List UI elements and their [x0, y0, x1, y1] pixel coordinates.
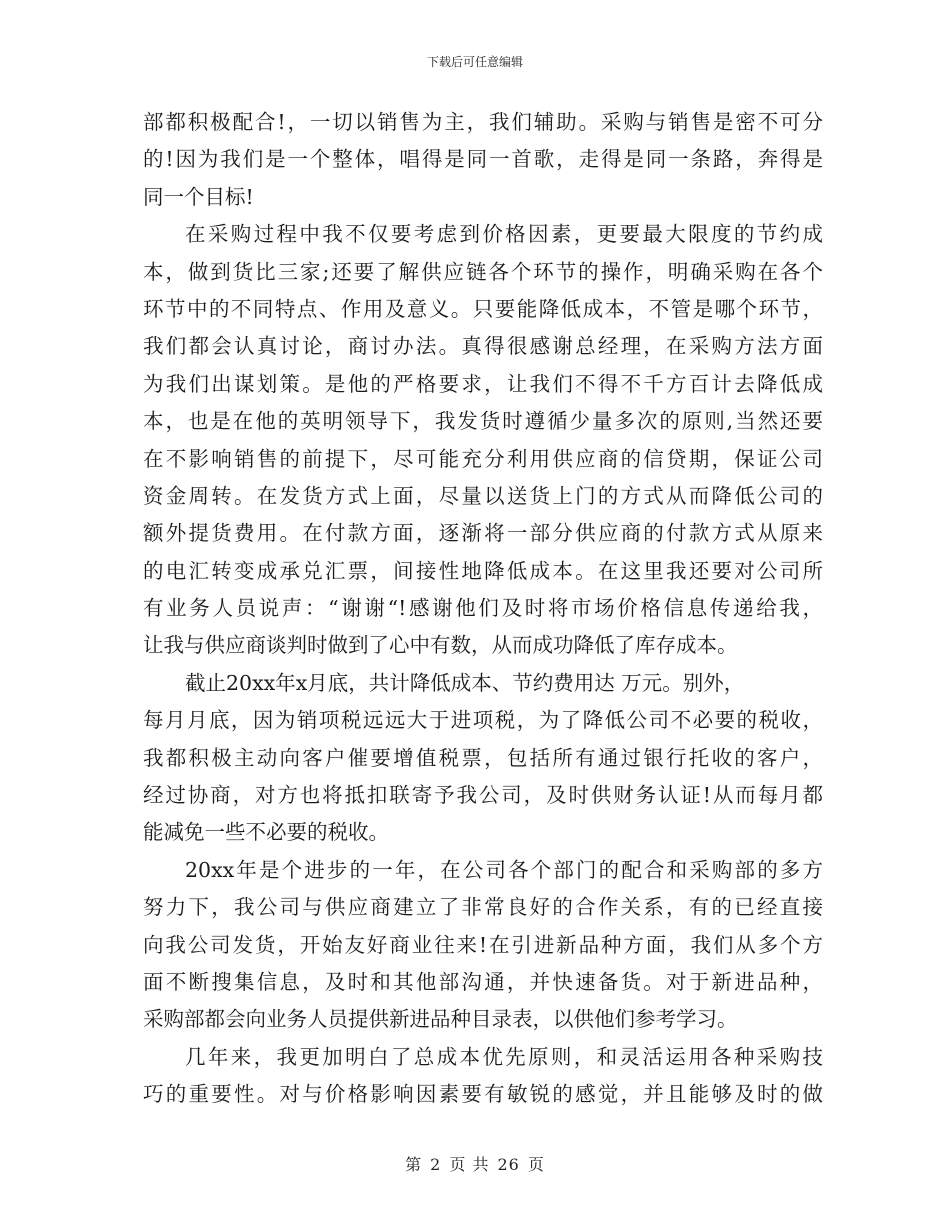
- footer-suffix: 页: [527, 1155, 545, 1174]
- text-line: 的电汇转变成承兑汇票，间接性地降低成本。在这里我还要对公司所: [143, 558, 823, 583]
- text-line: 向我公司发货，开始友好商业往来!在引进新品种方面，我们从多个方: [143, 932, 823, 957]
- text-line: 部都积极配合!，一切以销售为主，我们辅助。采购与销售是密不可分: [143, 110, 823, 134]
- footer-middle: 页 共: [449, 1155, 490, 1174]
- text-line: 面不断搜集信息，及时和其他部沟通，并快速备货。对于新进品种，: [143, 969, 823, 994]
- text-line: 的!因为我们是一个整体，唱得是同一首歌，走得是同一条路，奔得是: [143, 147, 823, 172]
- text-line: 我们都会认真讨论，商讨办法。真得很感谢总经理，在采购方法方面: [143, 334, 823, 359]
- text-line: 资金周转。在发货方式上面，尽量以送货上门的方式从而降低公司的: [143, 483, 823, 508]
- text-line: 采购部都会向业务人员提供新进品种目录表，以供他们参考学习。: [143, 1007, 738, 1032]
- text-line: 每月月底，因为销项税远远大于进项税，为了降低公司不必要的税收，: [143, 708, 823, 733]
- text-line: 努力下，我公司与供应商建立了非常良好的合作关系，有的已经直接: [143, 895, 823, 920]
- text-line: 有业务人员说声：“谢谢“!感谢他们及时将市场价格信息传递给我，: [143, 596, 823, 621]
- text-line: 为我们出谋划策。是他的严格要求，让我们不得不千方百计去降低成: [143, 371, 823, 396]
- text-line: 在采购过程中我不仅要考虑到价格因素，更要最大限度的节约成: [185, 222, 823, 247]
- footer-prefix: 第: [405, 1155, 423, 1174]
- text-line: 让我与供应商谈判时做到了心中有数，从而成功降低了库存成本。: [143, 633, 738, 658]
- text-line: 经过协商，对方也将抵扣联寄予我公司，及时供财务认证!从而每月都: [143, 783, 823, 808]
- page-number: 2: [430, 1155, 442, 1174]
- text-line: 在不影响销售的前提下，尽可能充分利用供应商的信贷期，保证公司: [143, 446, 823, 471]
- text-line: 本，做到货比三家;还要了解供应链各个环节的操作，明确采购在各个: [143, 259, 823, 284]
- document-body: [143, 104, 823, 1114]
- page-total: 26: [497, 1155, 520, 1174]
- text-line: 能减免一些不必要的税收。: [143, 820, 389, 845]
- text-line: 额外提货费用。在付款方面，逐渐将一部分供应商的付款方式从原来: [143, 521, 823, 546]
- text-line: 几年来，我更加明白了总成本优先原则，和灵活运用各种采购技: [185, 1044, 823, 1069]
- text-line: 本，也是在他的英明领导下，我发货时遵循少量多次的原则,当然还要: [143, 409, 823, 434]
- page-footer: [0, 1152, 950, 1175]
- text-line: 巧的重要性。对与价格影响因素要有敏锐的感觉，并且能够及时的做: [143, 1082, 823, 1107]
- text-line: 20xx年是个进步的一年，在公司各个部门的配合和采购部的多方: [185, 857, 823, 882]
- text-line: 环节中的不同特点、作用及意义。只要能降低成本，不管是哪个环节，: [143, 296, 823, 321]
- page-header: 下载后可任意编辑: [426, 55, 523, 69]
- text-line: 我都积极主动向客户催要增值税票，包括所有通过银行托收的客户，: [143, 745, 823, 770]
- text-line: 截止20xx年x月底，共计降低成本、节约费用达 万元。别外，: [185, 670, 745, 695]
- text-line: 同一个目标!: [143, 184, 254, 209]
